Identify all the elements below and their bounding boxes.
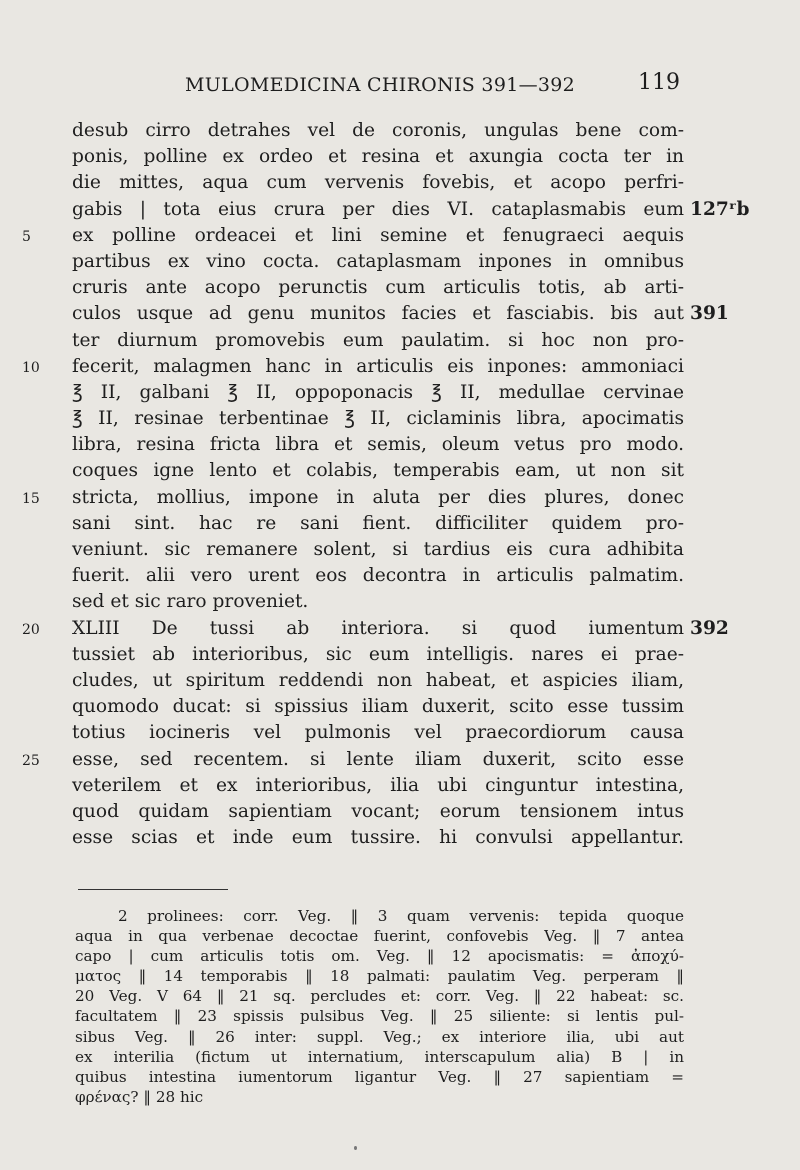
- footnote-text: quibus intestina iumentorum ligantur Veg. ‖ 27 sapientiam =: [75, 1067, 684, 1086]
- line-text: XLIII De tussi ab interiora. si quod iumentum: [72, 617, 684, 639]
- line-text: die mittes, aqua cum vervenis fovebis, et acopo perfri-: [72, 172, 684, 194]
- page-header: [185, 70, 680, 106]
- line-text: fecerit, malagmen hanc in articulis eis inpones: ammoniaci: [72, 355, 684, 377]
- line-number: 20: [22, 621, 40, 638]
- footnote-line: [0, 906, 800, 926]
- footnote-text: ex interilia (fictum ut internatium, interscapulum alia) B | in: [75, 1047, 684, 1066]
- text-line: [0, 223, 800, 249]
- page-number: 119: [638, 70, 680, 95]
- text-line: [0, 642, 800, 668]
- footnote-text: capo | cum articulis totis om. Veg. ‖ 12 apocismatis: = ἀποχύ-: [75, 947, 684, 966]
- text-line: [0, 406, 800, 432]
- line-text: ℥ II, resinae terbentinae ℥ II, ciclaminis libra, apocimatis: [72, 408, 684, 430]
- footnote-text: sibus Veg. ‖ 26 inter: suppl. Veg.; ex interiore ilia, ubi aut: [75, 1027, 684, 1046]
- line-text: quod quidam sapientiam vocant; eorum tensionem intus: [72, 800, 684, 822]
- line-text: culos usque ad genu munitos facies et fasciabis. bis aut: [72, 303, 684, 325]
- text-line: [0, 485, 800, 511]
- text-line: [0, 563, 800, 589]
- text-line: [0, 354, 800, 380]
- text-line: [0, 668, 800, 694]
- text-line: [0, 720, 800, 746]
- text-line: [0, 458, 800, 484]
- text-line: [0, 799, 800, 825]
- text-line: [0, 432, 800, 458]
- line-text: ter diurnum promovebis eum paulatim. si hoc non pro-: [72, 329, 684, 351]
- line-text: ex polline ordeacei et lini semine et fenugraeci aequis: [72, 224, 684, 246]
- text-line: [0, 616, 800, 642]
- line-text: tussiet ab interioribus, sic eum intelligis. nares ei prae-: [72, 643, 684, 665]
- text-line: [0, 511, 800, 537]
- line-text: cludes, ut spiritum reddendi non habeat, et aspicies iliam,: [72, 669, 684, 691]
- footnote-line: [0, 966, 800, 986]
- footnote-text: ματος ‖ 14 temporabis ‖ 18 palmati: paulatim Veg. perperam ‖: [75, 967, 684, 986]
- footnote-text: 20 Veg. V 64 ‖ 21 sq. percludes et: corr. Veg. ‖ 22 habeat: sc.: [75, 987, 684, 1006]
- footnote-line: [0, 986, 800, 1006]
- line-number: 15: [22, 490, 40, 507]
- footnote-text: 2 prolinees: corr. Veg. ‖ 3 quam vervenis: tepida quoque: [118, 907, 684, 925]
- footnote-line: [0, 1027, 800, 1047]
- line-text: sani sint. hac re sani fient. difficiliter quidem pro-: [72, 512, 684, 534]
- text-line: [0, 380, 800, 406]
- text-line: [0, 537, 800, 563]
- line-text: gabis | tota eius crura per dies VI. cataplasmabis eum: [72, 198, 684, 220]
- line-text: quomodo ducat: si spissius iliam duxerit, scito esse tussim: [72, 696, 684, 718]
- line-number: 5: [22, 228, 31, 245]
- text-line: [0, 328, 800, 354]
- line-text: ponis, polline ex ordeo et resina et axungia cocta ter in: [72, 146, 684, 168]
- footnote-line: [0, 1047, 800, 1067]
- text-line: [0, 694, 800, 720]
- running-head: MULOMEDICINA CHIRONIS 391—392: [185, 74, 576, 96]
- line-text: partibus ex vino cocta. cataplasmam inpones in omnibus: [72, 250, 684, 272]
- text-line: [0, 275, 800, 301]
- line-text: desub cirro detrahes vel de coronis, ungulas bene com-: [72, 120, 684, 141]
- footnote-line: [0, 1087, 800, 1107]
- text-line: [0, 589, 800, 615]
- text-line: [0, 197, 800, 223]
- footnote-line: [0, 926, 800, 946]
- line-text: veterilem et ex interioribus, ilia ubi cinguntur intestina,: [72, 774, 684, 796]
- footnote-text: facultatem ‖ 23 spissis pulsibus Veg. ‖ 25 siliente: si lentis pul-: [75, 1007, 684, 1026]
- text-line: [0, 301, 800, 327]
- line-text: esse scias et inde eum tussire. hi convulsi appellantur.: [72, 827, 684, 849]
- text-line: [0, 773, 800, 799]
- text-line: [0, 249, 800, 275]
- margin-reference: 392: [690, 617, 729, 639]
- line-text: sed et sic raro proveniet.: [72, 591, 309, 613]
- line-text: esse, sed recentem. si lente iliam duxerit, scito esse: [72, 748, 684, 770]
- line-text: cruris ante acopo perunctis cum articulis totis, ab arti-: [72, 277, 684, 299]
- line-text: ℥ II, galbani ℥ II, oppoponacis ℥ II, medullae cervinae: [72, 381, 684, 403]
- main-text: [0, 118, 800, 851]
- paper-speck: [354, 1146, 357, 1150]
- footnote-separator: [78, 889, 228, 890]
- line-text: fuerit. alii vero urent eos decontra in articulis palmatim.: [72, 565, 684, 587]
- line-number: 10: [22, 359, 40, 376]
- text-line: [0, 747, 800, 773]
- line-text: libra, resina fricta libra et semis, oleum vetus pro modo.: [72, 434, 684, 456]
- footnote-line: [0, 946, 800, 966]
- text-line: [0, 144, 800, 170]
- footnote-line: [0, 1006, 800, 1026]
- footnote-text: φρένας? ‖ 28 hic: [75, 1087, 204, 1106]
- critical-apparatus: [0, 906, 800, 1107]
- footnote-line: [0, 1067, 800, 1087]
- text-line: [0, 825, 800, 851]
- margin-reference: 391: [690, 303, 729, 325]
- line-text: coques igne lento et colabis, temperabis eam, ut non sit: [72, 460, 684, 482]
- text-line: [0, 118, 800, 144]
- footnote-text: aqua in qua verbenae decoctae fuerint, confovebis Veg. ‖ 7 antea: [75, 927, 684, 946]
- text-line: [0, 170, 800, 196]
- line-number: 25: [22, 752, 40, 769]
- line-text: stricta, mollius, impone in aluta per dies plures, donec: [72, 486, 684, 508]
- line-text: totius iocineris vel pulmonis vel praecordiorum causa: [72, 722, 684, 744]
- line-text: veniunt. sic remanere solent, si tardius eis cura adhibita: [72, 539, 684, 560]
- margin-reference: 127ʳb: [690, 198, 750, 220]
